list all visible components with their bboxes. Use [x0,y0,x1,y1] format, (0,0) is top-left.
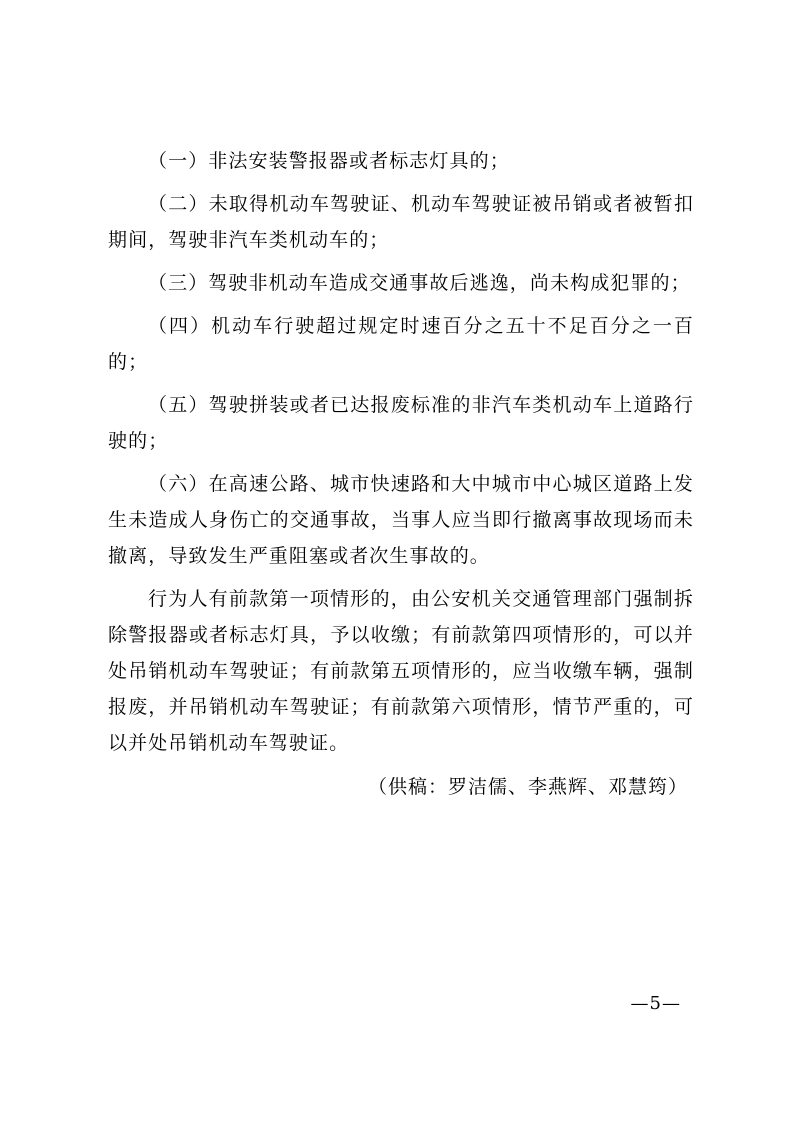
list-item-1: （一）非法安装警报器或者标志灯具的； [148,150,510,172]
page-number: —5— [630,993,681,1014]
list-item-2: （二）未取得机动车驾驶证、机动车驾驶证被吊销或者被暂扣期间，驾驶非汽车类机动车的； [108,193,694,251]
list-item-4: （四）机动车行驶超过规定时速百分之五十不足百分之一百的； [108,315,694,373]
document-body [108,143,694,805]
list-item-6: （六）在高速公路、城市快速路和大中城市中心城区道路上发生未造成人身伤亡的交通事故，当事人应当即行撤离事故现场而未撤离，导致发生严重阻塞或者次生事故的。 [108,473,694,567]
list-item-5: （五）驾驶拼装或者已达报废标准的非汽车类机动车上道路行驶的； [108,394,694,452]
list-item-3: （三）驾驶非机动车造成交通事故后逃逸，尚未构成犯罪的； [148,272,691,294]
penalty-paragraph: 行为人有前款第一项情形的，由公安机关交通管理部门强制拆除警报器或者标志灯具，予以收缴；有前款第四项情形的，可以并处吊销机动车驾驶证；有前款第五项情形的，应当收缴车辆，强制报废，并吊销机动车驾驶证；有前款第六项情形，情节严重的，可以并处吊销机动车驾驶证。 [108,588,694,754]
contributor-credit: （供稿：罗洁儒、李燕辉、邓慧筠） [367,776,688,798]
